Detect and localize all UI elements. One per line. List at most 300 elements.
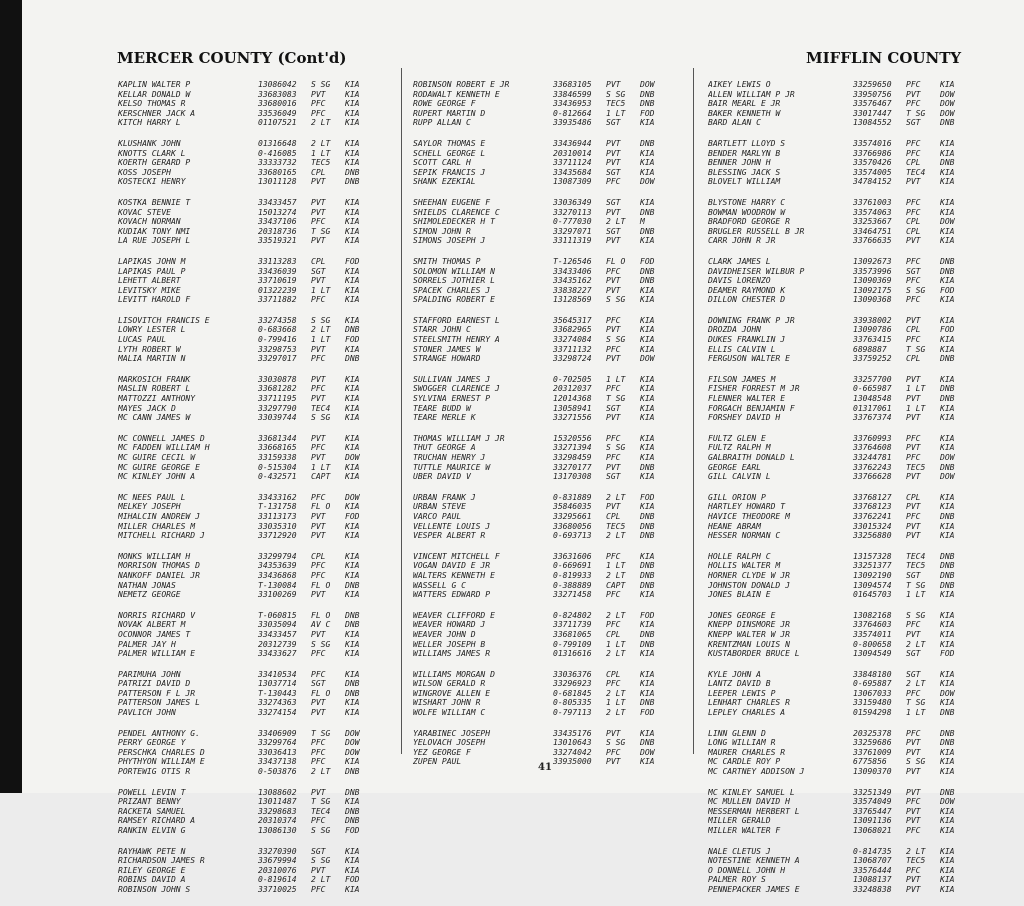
roster-entry	[413, 375, 668, 385]
roster-entry	[708, 394, 968, 404]
entry-serial-number: 33298683	[258, 806, 297, 816]
entry-name: WEAVER HOWARD J	[413, 620, 486, 630]
roster-entry	[118, 158, 373, 168]
entry-name: GALBRAITH DONALD L	[708, 453, 795, 462]
roster-entry	[118, 217, 373, 227]
entry-name: ROBINSON ROBERT E JR	[413, 80, 510, 89]
entry-status: KIA	[345, 884, 360, 894]
roster-entry	[413, 571, 668, 581]
entry-serial-number: 13157328	[853, 551, 892, 561]
entry-status: KIA	[345, 197, 360, 207]
column-divider	[401, 68, 402, 754]
entry-name: PHYTHYON WILLIAM E	[118, 757, 205, 767]
entry-rank: PVT	[906, 315, 921, 325]
entry-serial-number: 33433627	[258, 649, 297, 659]
entry-serial-number: 13011128	[258, 177, 297, 187]
entry-name: UBER DAVID V	[413, 472, 471, 482]
entry-name: NORRIS RICHARD V	[118, 610, 196, 620]
entry-serial-number: 33017447	[853, 108, 892, 118]
roster-entry	[118, 493, 373, 503]
entry-status: DNB	[345, 767, 360, 777]
entry-serial-number: 33762241	[853, 511, 892, 521]
entry-name: KRENTZMAN LOUIS N	[708, 639, 790, 649]
roster-entry	[413, 90, 668, 100]
entry-serial-number: 20310374	[258, 816, 297, 826]
entry-serial-number: 13086042	[258, 80, 297, 89]
entry-name: MC CONNELL JAMES D	[118, 433, 205, 443]
roster-column-2	[413, 80, 668, 778]
entry-status: KIA	[640, 688, 655, 698]
entry-status: KIA	[940, 276, 955, 286]
entry-status: DNB	[640, 226, 655, 236]
entry-status: KIA	[345, 89, 360, 99]
entry-rank: PVT	[311, 629, 326, 639]
entry-rank: AV C	[311, 620, 331, 630]
entry-serial-number: T-130443	[258, 688, 297, 698]
entry-status: DNB	[940, 384, 955, 394]
entry-rank: PVT	[906, 413, 921, 423]
entry-serial-number: 33406909	[258, 728, 297, 738]
entry-serial-number: 33766986	[853, 148, 892, 158]
entry-name: MC CANN JAMES W	[118, 413, 191, 423]
roster-entry	[708, 620, 968, 630]
entry-name: NOTESTINE KENNETH A	[708, 856, 800, 866]
heading-mercer-county: MERCER COUNTY (Cont'd)	[117, 49, 347, 67]
entry-name: SWOGGER CLARENCE J	[413, 384, 500, 394]
entry-status: KIA	[345, 561, 360, 571]
entry-status: KIA	[345, 551, 360, 561]
entry-rank: S SG	[606, 295, 626, 305]
entry-status: DNB	[640, 570, 655, 580]
roster-entry	[708, 531, 968, 541]
entry-serial-number: 33251349	[853, 787, 892, 797]
entry-status: DNB	[940, 787, 955, 797]
entry-rank: PVT	[311, 374, 326, 384]
entry-serial-number: 33683105	[553, 80, 592, 89]
entry-rank: PVT	[311, 453, 326, 462]
entry-name: DUKES FRANKLIN J	[708, 335, 786, 345]
entry-serial-number: 0-812664	[553, 108, 592, 118]
entry-name: THOMAS WILLIAM J JR	[413, 433, 505, 443]
entry-serial-number: 13084552	[853, 118, 892, 128]
entry-status: DNB	[345, 354, 360, 364]
entry-rank: 2 LT	[311, 118, 331, 128]
entry-status: KIA	[345, 708, 360, 718]
roster-entry	[708, 354, 968, 364]
roster-group	[708, 552, 968, 600]
roster-group	[708, 788, 968, 836]
roster-entry	[708, 168, 968, 178]
roster-group	[708, 611, 968, 659]
entry-name: KYLE JOHN A	[708, 669, 761, 679]
roster-entry	[708, 502, 968, 512]
entry-status: KIA	[345, 413, 360, 423]
entry-serial-number: 33576444	[853, 865, 892, 875]
entry-serial-number: 33848180	[853, 669, 892, 679]
roster-entry	[413, 443, 668, 453]
roster-entry	[118, 698, 373, 708]
entry-status: FOD	[345, 826, 360, 835]
roster-entry	[413, 99, 668, 109]
entry-rank: PFC	[606, 747, 621, 757]
entry-status: DOW	[940, 89, 955, 99]
entry-name: TUTTLE MAURICE W	[413, 462, 491, 472]
entry-name: BRUGLER RUSSELL B JR	[708, 226, 805, 236]
entry-serial-number: 33256880	[853, 531, 892, 541]
entry-status: DOW	[940, 108, 955, 118]
entry-name: MC CARTNEY ADDISON J	[708, 767, 805, 777]
roster-entry	[118, 531, 373, 541]
entry-status: DNB	[940, 354, 955, 364]
entry-serial-number: 33631606	[553, 551, 592, 561]
entry-status: DNB	[640, 531, 655, 541]
entry-serial-number: 33253667	[853, 217, 892, 227]
entry-name: JONES GEORGE E	[708, 610, 776, 620]
entry-status: KIA	[940, 767, 955, 777]
entry-serial-number: 0-693713	[553, 531, 592, 541]
roster-entry	[413, 590, 668, 600]
roster-entry	[118, 109, 373, 119]
roster-entry	[708, 630, 968, 640]
entry-name: HESSER NORMAN C	[708, 531, 781, 541]
roster-group	[413, 670, 668, 718]
entry-serial-number: 33436868	[258, 570, 297, 580]
roster-entry	[413, 493, 668, 503]
entry-serial-number: 33711132	[553, 344, 592, 354]
entry-serial-number: 33298753	[258, 344, 297, 354]
entry-serial-number: T-126546	[553, 256, 592, 266]
entry-rank: PFC	[606, 590, 621, 600]
entry-rank: PVT	[311, 698, 326, 708]
entry-rank: 1 LT	[606, 561, 626, 571]
entry-rank: 2 LT	[606, 610, 626, 620]
entry-serial-number: 33259686	[853, 738, 892, 748]
entry-name: LAPIKAS PAUL P	[118, 266, 186, 276]
roster-entry	[708, 856, 968, 866]
roster-entry	[413, 198, 668, 208]
entry-serial-number: 33333732	[258, 158, 297, 168]
entry-rank: PVT	[311, 236, 326, 246]
entry-name: RICHARDSON JAMES R	[118, 856, 205, 866]
entry-name: LUCAS PAUL	[118, 335, 167, 345]
entry-rank: PVT	[606, 354, 621, 364]
roster-entry	[708, 807, 968, 817]
entry-status: KIA	[640, 679, 655, 689]
entry-status: DNB	[345, 787, 360, 797]
entry-name: SPALDING ROBERT E	[413, 295, 495, 305]
entry-name: LEHETT ALBERT	[118, 276, 181, 286]
entry-serial-number: 01107521	[258, 118, 297, 128]
entry-status: DNB	[345, 620, 360, 630]
entry-status: KIA	[940, 757, 955, 767]
entry-status: KIA	[940, 374, 955, 384]
entry-serial-number: 33935000	[553, 757, 592, 767]
entry-status: KIA	[640, 453, 655, 462]
entry-status: KIA	[640, 443, 655, 453]
entry-status: FOD	[345, 511, 360, 521]
roster-entry	[413, 463, 668, 473]
entry-name: KOSS JOSEPH	[118, 167, 171, 177]
entry-name: BLOVELT WILLIAM	[708, 177, 781, 187]
entry-serial-number: 13088602	[258, 787, 297, 797]
roster-entry	[708, 788, 968, 798]
entry-status: DNB	[640, 89, 655, 99]
entry-rank: PVT	[606, 276, 621, 286]
entry-rank: PFC	[606, 344, 621, 354]
roster-entry	[413, 434, 668, 444]
entry-serial-number: 13090786	[853, 325, 892, 335]
roster-entry	[118, 512, 373, 522]
roster-group	[708, 375, 968, 423]
entry-name: MC GUIRE CECIL W	[118, 453, 196, 462]
entry-serial-number: 13058941	[553, 403, 592, 413]
entry-name: SMITH THOMAS P	[413, 256, 481, 266]
entry-name: RILEY GEORGE E	[118, 865, 186, 875]
roster-entry	[708, 670, 968, 680]
entry-rank: SGT	[606, 167, 621, 177]
entry-name: OCONNOR JAMES T	[118, 629, 191, 639]
entry-name: SCHELL GEORGE L	[413, 148, 486, 158]
roster-entry	[118, 866, 373, 876]
entry-status: KIA	[940, 521, 955, 531]
entry-status: DNB	[940, 738, 955, 748]
entry-serial-number: 33437138	[258, 757, 297, 767]
entry-status: FOD	[940, 649, 955, 659]
roster-entry	[413, 286, 668, 296]
entry-rank: PFC	[311, 738, 326, 748]
entry-status: DNB	[940, 256, 955, 266]
entry-rank: CPL	[906, 226, 921, 236]
roster-entry	[413, 404, 668, 414]
entry-status: KIA	[940, 295, 955, 305]
roster-entry	[413, 630, 668, 640]
entry-name: BAKER KENNETH W	[708, 108, 781, 118]
entry-name: HAVICE THEODORE M	[708, 511, 790, 521]
entry-status: KIA	[940, 865, 955, 875]
entry-rank: PVT	[311, 89, 326, 99]
entry-rank: PVT	[606, 158, 621, 168]
entry-status: KIA	[345, 856, 360, 866]
roster-entry	[708, 552, 968, 562]
entry-name: SEPIK FRANCIS J	[413, 167, 486, 177]
entry-serial-number: 33711739	[553, 620, 592, 630]
roster-group	[118, 847, 373, 895]
entry-rank: CPL	[906, 492, 921, 502]
entry-status: FOD	[640, 492, 655, 502]
roster-entry	[708, 748, 968, 758]
entry-name: FORSHEY DAVID H	[708, 413, 781, 423]
roster-entry	[118, 522, 373, 532]
entry-rank: 1 LT	[311, 285, 331, 295]
entry-serial-number: 20310076	[258, 865, 297, 875]
entry-status: KIA	[940, 138, 955, 148]
entry-rank: PFC	[906, 433, 921, 443]
entry-status: KIA	[345, 158, 360, 168]
entry-rank: PVT	[906, 443, 921, 453]
entry-rank: PFC	[311, 108, 326, 118]
entry-name: MITCHELL RICHARD J	[118, 531, 205, 541]
entry-rank: PVT	[311, 531, 326, 541]
entry-name: GEORGE EARL	[708, 462, 761, 472]
entry-serial-number: 13068707	[853, 856, 892, 866]
entry-rank: T SG	[906, 108, 926, 118]
entry-name: DILLON CHESTER D	[708, 295, 786, 305]
entry-rank: 2 LT	[606, 531, 626, 541]
roster-entry	[708, 177, 968, 187]
entry-status: KIA	[640, 167, 655, 177]
entry-name: POWELL LEVIN T	[118, 787, 186, 797]
entry-rank: SGT	[606, 403, 621, 413]
entry-serial-number: 33296923	[553, 679, 592, 689]
roster-entry	[708, 522, 968, 532]
column-divider	[693, 68, 694, 754]
entry-name: KITCH HARRY L	[118, 118, 181, 128]
entry-name: MILLER GERALD	[708, 816, 771, 826]
entry-rank: TEC5	[606, 99, 626, 109]
entry-serial-number: 33711195	[258, 394, 297, 404]
entry-status: DOW	[345, 747, 360, 757]
roster-entry	[708, 611, 968, 621]
entry-rank: 2 LT	[606, 570, 626, 580]
entry-serial-number: 13082168	[853, 610, 892, 620]
roster-group	[118, 139, 373, 187]
entry-name: LANTZ DAVID B	[708, 679, 771, 689]
roster-entry	[118, 885, 373, 895]
entry-serial-number: 33759252	[853, 354, 892, 364]
entry-serial-number: 33574011	[853, 629, 892, 639]
entry-status: KIA	[640, 728, 655, 738]
entry-name: MATTOZZI ANTHONY	[118, 394, 196, 404]
entry-name: SORRELS JOTHIER L	[413, 276, 495, 286]
entry-name: RUPERT MARTIN D	[413, 108, 486, 118]
entry-rank: 1 LT	[606, 108, 626, 118]
entry-rank: PFC	[906, 256, 921, 266]
entry-rank: CPL	[906, 354, 921, 364]
entry-status: KIA	[640, 472, 655, 482]
roster-group	[708, 729, 968, 777]
roster-entry	[708, 236, 968, 246]
entry-name: NEMETZ GEORGE	[118, 590, 181, 600]
roster-group	[413, 434, 668, 482]
entry-serial-number: 33766628	[853, 472, 892, 482]
entry-status: DNB	[640, 561, 655, 571]
roster-entry	[413, 325, 668, 335]
roster-entry	[708, 118, 968, 128]
entry-status: KIA	[345, 118, 360, 128]
entry-serial-number: 33762243	[853, 462, 892, 472]
entry-serial-number: 12014368	[553, 394, 592, 404]
roster-group	[413, 257, 668, 305]
entry-rank: T SG	[311, 797, 331, 807]
entry-serial-number: 33574063	[853, 207, 892, 217]
entry-serial-number: 13091136	[853, 816, 892, 826]
roster-entry	[118, 807, 373, 817]
entry-serial-number: 33036413	[258, 747, 297, 757]
entry-serial-number: 33297071	[553, 226, 592, 236]
entry-status: DOW	[345, 738, 360, 748]
roster-entry	[118, 797, 373, 807]
entry-name: MC FADDEN WILLIAM H	[118, 443, 210, 453]
entry-rank: CPL	[311, 551, 326, 561]
entry-name: KUDIAK TONY NMI	[118, 226, 191, 236]
entry-serial-number: 13094549	[853, 649, 892, 659]
entry-rank: PFC	[606, 177, 621, 187]
entry-rank: 1 LT	[906, 590, 926, 600]
entry-status: KIA	[940, 590, 955, 600]
roster-group	[413, 611, 668, 659]
entry-name: FILSON JAMES M	[708, 374, 776, 384]
entry-status: KIA	[345, 865, 360, 875]
entry-status: KIA	[940, 669, 955, 679]
entry-rank: PVT	[606, 325, 621, 335]
entry-rank: SGT	[606, 226, 621, 236]
entry-name: VINCENT MITCHELL F	[413, 551, 500, 561]
entry-status: KIA	[345, 590, 360, 600]
entry-rank: PFC	[906, 276, 921, 286]
entry-name: RANKIN ELVIN G	[118, 826, 186, 835]
entry-status: DNB	[640, 462, 655, 472]
entry-serial-number: 33768123	[853, 502, 892, 512]
entry-name: BAIR MEARL E JR	[708, 99, 781, 109]
entry-rank: SGT	[311, 679, 326, 689]
entry-name: ZUPEN PAUL	[413, 757, 462, 767]
entry-rank: 1 LT	[606, 698, 626, 708]
entry-status: KIA	[345, 285, 360, 295]
entry-status: KIA	[940, 698, 955, 708]
entry-serial-number: 33573996	[853, 266, 892, 276]
entry-rank: 2 LT	[906, 679, 926, 689]
entry-rank: 1 LT	[311, 335, 331, 345]
entry-serial-number: 15013274	[258, 207, 297, 217]
entry-serial-number: 33761009	[853, 747, 892, 757]
roster-entry	[708, 512, 968, 522]
entry-status: KIA	[940, 167, 955, 177]
entry-rank: S SG	[606, 335, 626, 345]
entry-name: PALMER JAY H	[118, 639, 176, 649]
entry-status: DNB	[640, 266, 655, 276]
roster-entry	[708, 757, 968, 767]
roster-entry	[118, 767, 373, 777]
entry-name: NATHAN JONAS	[118, 580, 176, 590]
entry-serial-number: 13094574	[853, 580, 892, 590]
entry-serial-number: 13170308	[553, 472, 592, 482]
roster-entry	[708, 463, 968, 473]
entry-rank: CAPT	[311, 472, 331, 482]
entry-rank: PVT	[311, 344, 326, 354]
roster-entry	[708, 581, 968, 591]
entry-status: DNB	[345, 816, 360, 826]
roster-entry	[708, 384, 968, 394]
entry-rank: FL O	[311, 610, 331, 620]
entry-name: KAPLIN WALTER P	[118, 80, 191, 89]
entry-name: RACKETA SAMUEL	[118, 806, 186, 816]
entry-status: FOD	[345, 256, 360, 266]
entry-status: DNB	[345, 167, 360, 177]
roster-entry	[708, 875, 968, 885]
entry-status: KIA	[345, 276, 360, 286]
roster-entry	[413, 640, 668, 650]
roster-entry	[708, 325, 968, 335]
entry-status: DOW	[940, 472, 955, 482]
entry-rank: PVT	[311, 276, 326, 286]
roster-group	[118, 257, 373, 305]
roster-group	[708, 198, 968, 246]
entry-serial-number: 13088137	[853, 875, 892, 885]
roster-entry	[118, 463, 373, 473]
entry-rank: PFC	[906, 728, 921, 738]
entry-status: KIA	[940, 335, 955, 345]
entry-serial-number: 13068021	[853, 826, 892, 835]
